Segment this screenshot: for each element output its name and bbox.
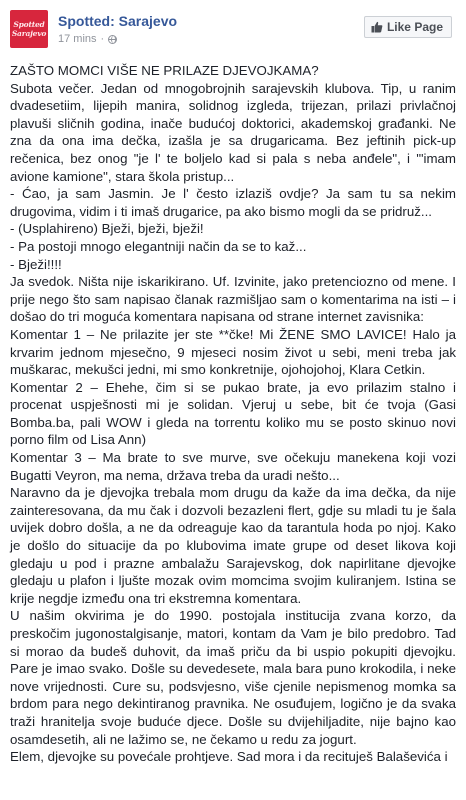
post-paragraph: - Ćao, ja sam Jasmin. Je l' često izlaziš ovdje? Ja sam tu sa nekim drugovima, vidim i ti imaš drugarice, pa ako bismo mogli da se pridruž... [10, 186, 456, 219]
post-meta [58, 33, 117, 45]
globe-icon [108, 35, 117, 44]
post-paragraph: Naravno da je djevojka trebala mom drugu da kaže da ima dečka, da nije zainteresovana, da mu čak i dozvoli bezazleni flert, gdje su mladi tu je šala uvijek dobro došla, a ne da odreaguje kao da tarantula hoda po njoj. Kako je došlo do situacije da po klubovima imate grupe od deset likova koji gledaju u pod i prazne ambalažu Sarajevskog, dok napirlitane djevojke gledaju u plafon i ljušte mozak ovim momcima svojim kuliranjem. Istina se krije negdje između ona tri ekstremna komentara. [10, 485, 456, 606]
post-paragraph: Ja svedok. Ništa nije iskarikirano. Uf. Izvinite, jako pretenciozno od mene. I prije nego što sam napisao članak razmišljao sam o komentarima na isti – i došao do tri moguća komentara napisana od strane internet zavisnika: [10, 274, 456, 325]
post-paragraph: Komentar 1 – Ne prilazite jer ste **čke! Mi ŽENE SMO LAVICE! Halo ja krvarim jednom mjesečno, 9 mjeseci nosim život u sebi, meni treba jak muškarac, mekušci jedni, mi smo konkretnije, ojohojohoj, Klara Cetkin. [10, 326, 456, 378]
post-paragraph: Komentar 2 – Ehehe, čim si se pukao brate, ja evo prilazim stalno i procenat uspješnosti mi je solidan. Vjeruj u sebe, bit će tvoja (Gasi Bomba.ba, pali WOW i gleda na torrentu koliko mu se posto skinuo novi porno film od Lisa Ann) [10, 379, 456, 448]
post-title: ZAŠTO MOMCI VIŠE NE PRILAZE DJEVOJKAMA? [10, 63, 319, 78]
post-paragraph: Elem, djevojke su povećale prohtjeve. Sad mora i da recituješ Balaševića i [10, 749, 448, 765]
thumbs-up-icon [371, 21, 383, 33]
post-body [0, 62, 466, 766]
post-paragraph: U našim okvirima je do 1990. postojala institucija zvana korzo, da preskočim jugonostalgisanje, matori, kontam da Vam je bilo predobro. Tad si morao da budeš duhovit, da imaš priču da bi uspio pokupiti djevojku. Pare je imao svako. Došle su devedesete, mala bara puno krokodila, i neke nove vrijednosti. Cure su, podsvjesno, više cjenile nepismenog momka sa brdom para nego dekintiranog pravnika. Ne osuđujem, logično je da svaka traži hraniteljа svoje buduće djece. Došle su dvijehiljadite, nije bajno kao osamdesetih, ali ne lažimo se, ne čekamo u redu za jogurt. [10, 608, 456, 747]
post-paragraph: - (Usplahireno) Bježi, bježi, bježi! [10, 221, 204, 237]
page-avatar[interactable] [10, 10, 48, 48]
page-name-link[interactable]: Spotted: Sarajevo [58, 13, 178, 29]
like-page-button[interactable] [364, 16, 452, 38]
post-paragraph: Komentar 3 – Ma brate to sve murve, sve očekuju manekena koji vozi Bugatti Veyron, ma nema, država treba da uradi nešto... [10, 450, 456, 483]
post-header [0, 0, 466, 56]
avatar-text-line2: Sarajevo [11, 29, 47, 38]
like-page-label: Like Page [386, 20, 443, 34]
post-paragraph: - Bježi!!!! [10, 256, 62, 272]
post-paragraph: - Pa postoji mnogo elegantniji način da se to kaž... [10, 238, 307, 254]
meta-separator: · [100, 33, 105, 45]
post-timestamp[interactable]: 17 mins [58, 33, 97, 45]
avatar-text-line1: Spotted [13, 20, 45, 29]
post-paragraph: Subota večer. Jedan od mnogobrojnih sarajevskih klubova. Tip, u ranim dvadesetiim, lijepih manira, solidnog izgleda, trijezan, prilazi privlačnoj plavuši sličnih godina, inače budućoj doktorici, akademskoj građanki. Ne zna da ona ima dečka, izašla je sa drugaricama. Bez jeftinih pick-up rečenica, bez onog "je l' te boljelo kad si pala s neba anđele", i '"imam avione kamione", stara škola pristup... [10, 80, 456, 184]
